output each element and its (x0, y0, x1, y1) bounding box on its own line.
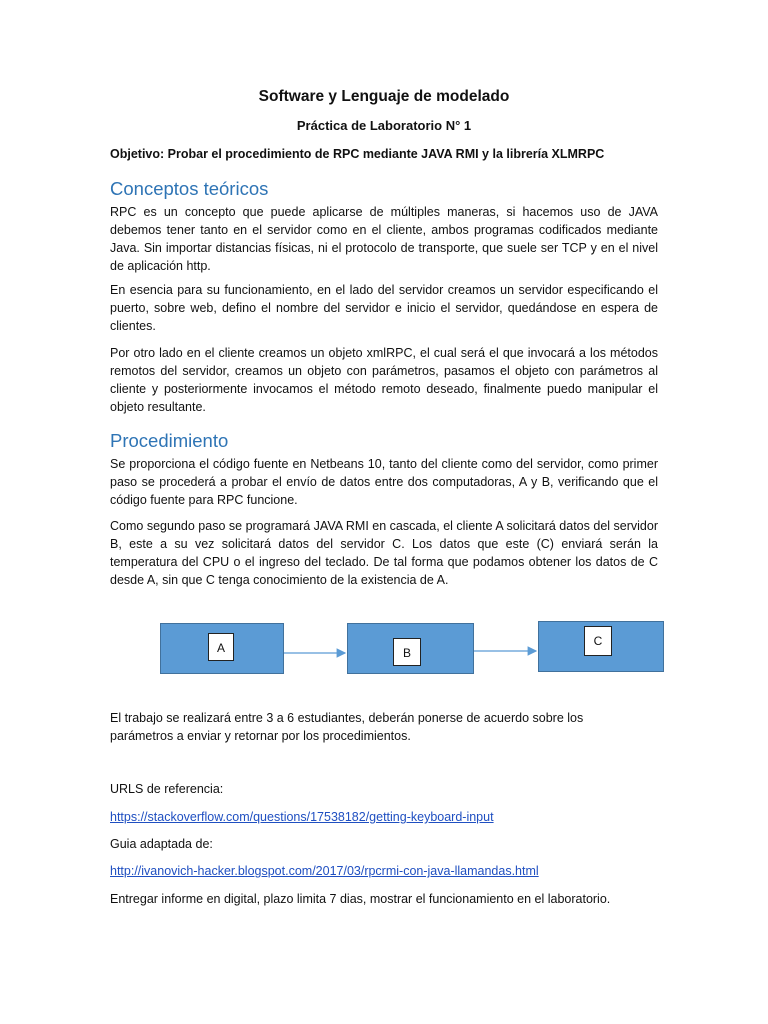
diagram-label-b: B (393, 638, 421, 666)
team-paragraph: El trabajo se realizará entre 3 a 6 estudiantes, deberán ponerse de acuerdo sobre los parámetros a enviar y retornar por los procedimientos. (110, 711, 584, 743)
reference-link-blog[interactable]: http://ivanovich-hacker.blogspot.com/2017/03/rpcrmi-con-java-llamandas.html (110, 864, 539, 878)
reference-link-stackoverflow[interactable]: https://stackoverflow.com/questions/17538182/getting-keyboard-input (110, 810, 494, 824)
delivery-instructions: Entregar informe en digital, plazo limita 7 dias, mostrar el funcionamiento en el laboratorio. (110, 892, 611, 906)
diagram-label-a: A (208, 633, 234, 661)
diagram-box-a (160, 623, 284, 674)
procedure-paragraph-1: Se proporciona el código fuente en Netbeans 10, tanto del cliente como del servidor, como primer paso se procederá a probar el envío de datos entre dos computadoras, A y B, verificando que el código fuente para RPC funcione. (110, 457, 658, 507)
guide-label: Guia adaptada de: (110, 837, 213, 851)
objective-line: Objetivo: Probar el procedimiento de RPC mediante JAVA RMI y la librería XLMRPC (110, 147, 605, 161)
references-label: URLS de referencia: (110, 782, 224, 796)
concepts-paragraph-3: Por otro lado en el cliente creamos un objeto xmlRPC, el cual será el que invocará a los métodos remotos del servidor, creamos un objeto con parámetros, pasamos el objeto con parámetros al cliente y posteriormente invocamos el método remoto deseado, finalmente puedo manipular el objeto resultante. (110, 346, 658, 414)
diagram-box-c (538, 621, 664, 672)
concepts-paragraph-1: RPC es un concepto que puede aplicarse de múltiples maneras, si hacemos uso de JAVA debemos tener tanto en el servidor como en el cliente, ambos programas codificados mediante Java. Sin importar distancias físicas, ni el protocolo de transporte, que suele ser TCP y en el nivel de aplicación http. (110, 205, 658, 273)
procedure-paragraph-2: Como segundo paso se programará JAVA RMI en cascada, el cliente A solicitará datos del servidor B, este a su vez solicitará datos del servidor C. Los datos que este (C) enviará serán la temperatura del CPU o el ingreso del teclado. De tal forma que podamos obtener los datos de C desde A, sin que C tenga conocimiento de la existencia de A. (110, 519, 658, 587)
section-heading-concepts: Conceptos teóricos (110, 178, 269, 199)
diagram-box-b (347, 623, 474, 674)
document-title: Software y Lenguaje de modelado (258, 88, 510, 105)
concepts-paragraph-2: En esencia para su funcionamiento, en el lado del servidor creamos un servidor especificando el puerto, sobre web, defino el nombre del servidor e inicio el servidor, quedándose en espera de clientes. (110, 283, 658, 333)
document-subtitle: Práctica de Laboratorio N° 1 (296, 118, 472, 133)
diagram-label-c: C (584, 626, 612, 656)
section-heading-procedure: Procedimiento (110, 430, 229, 451)
